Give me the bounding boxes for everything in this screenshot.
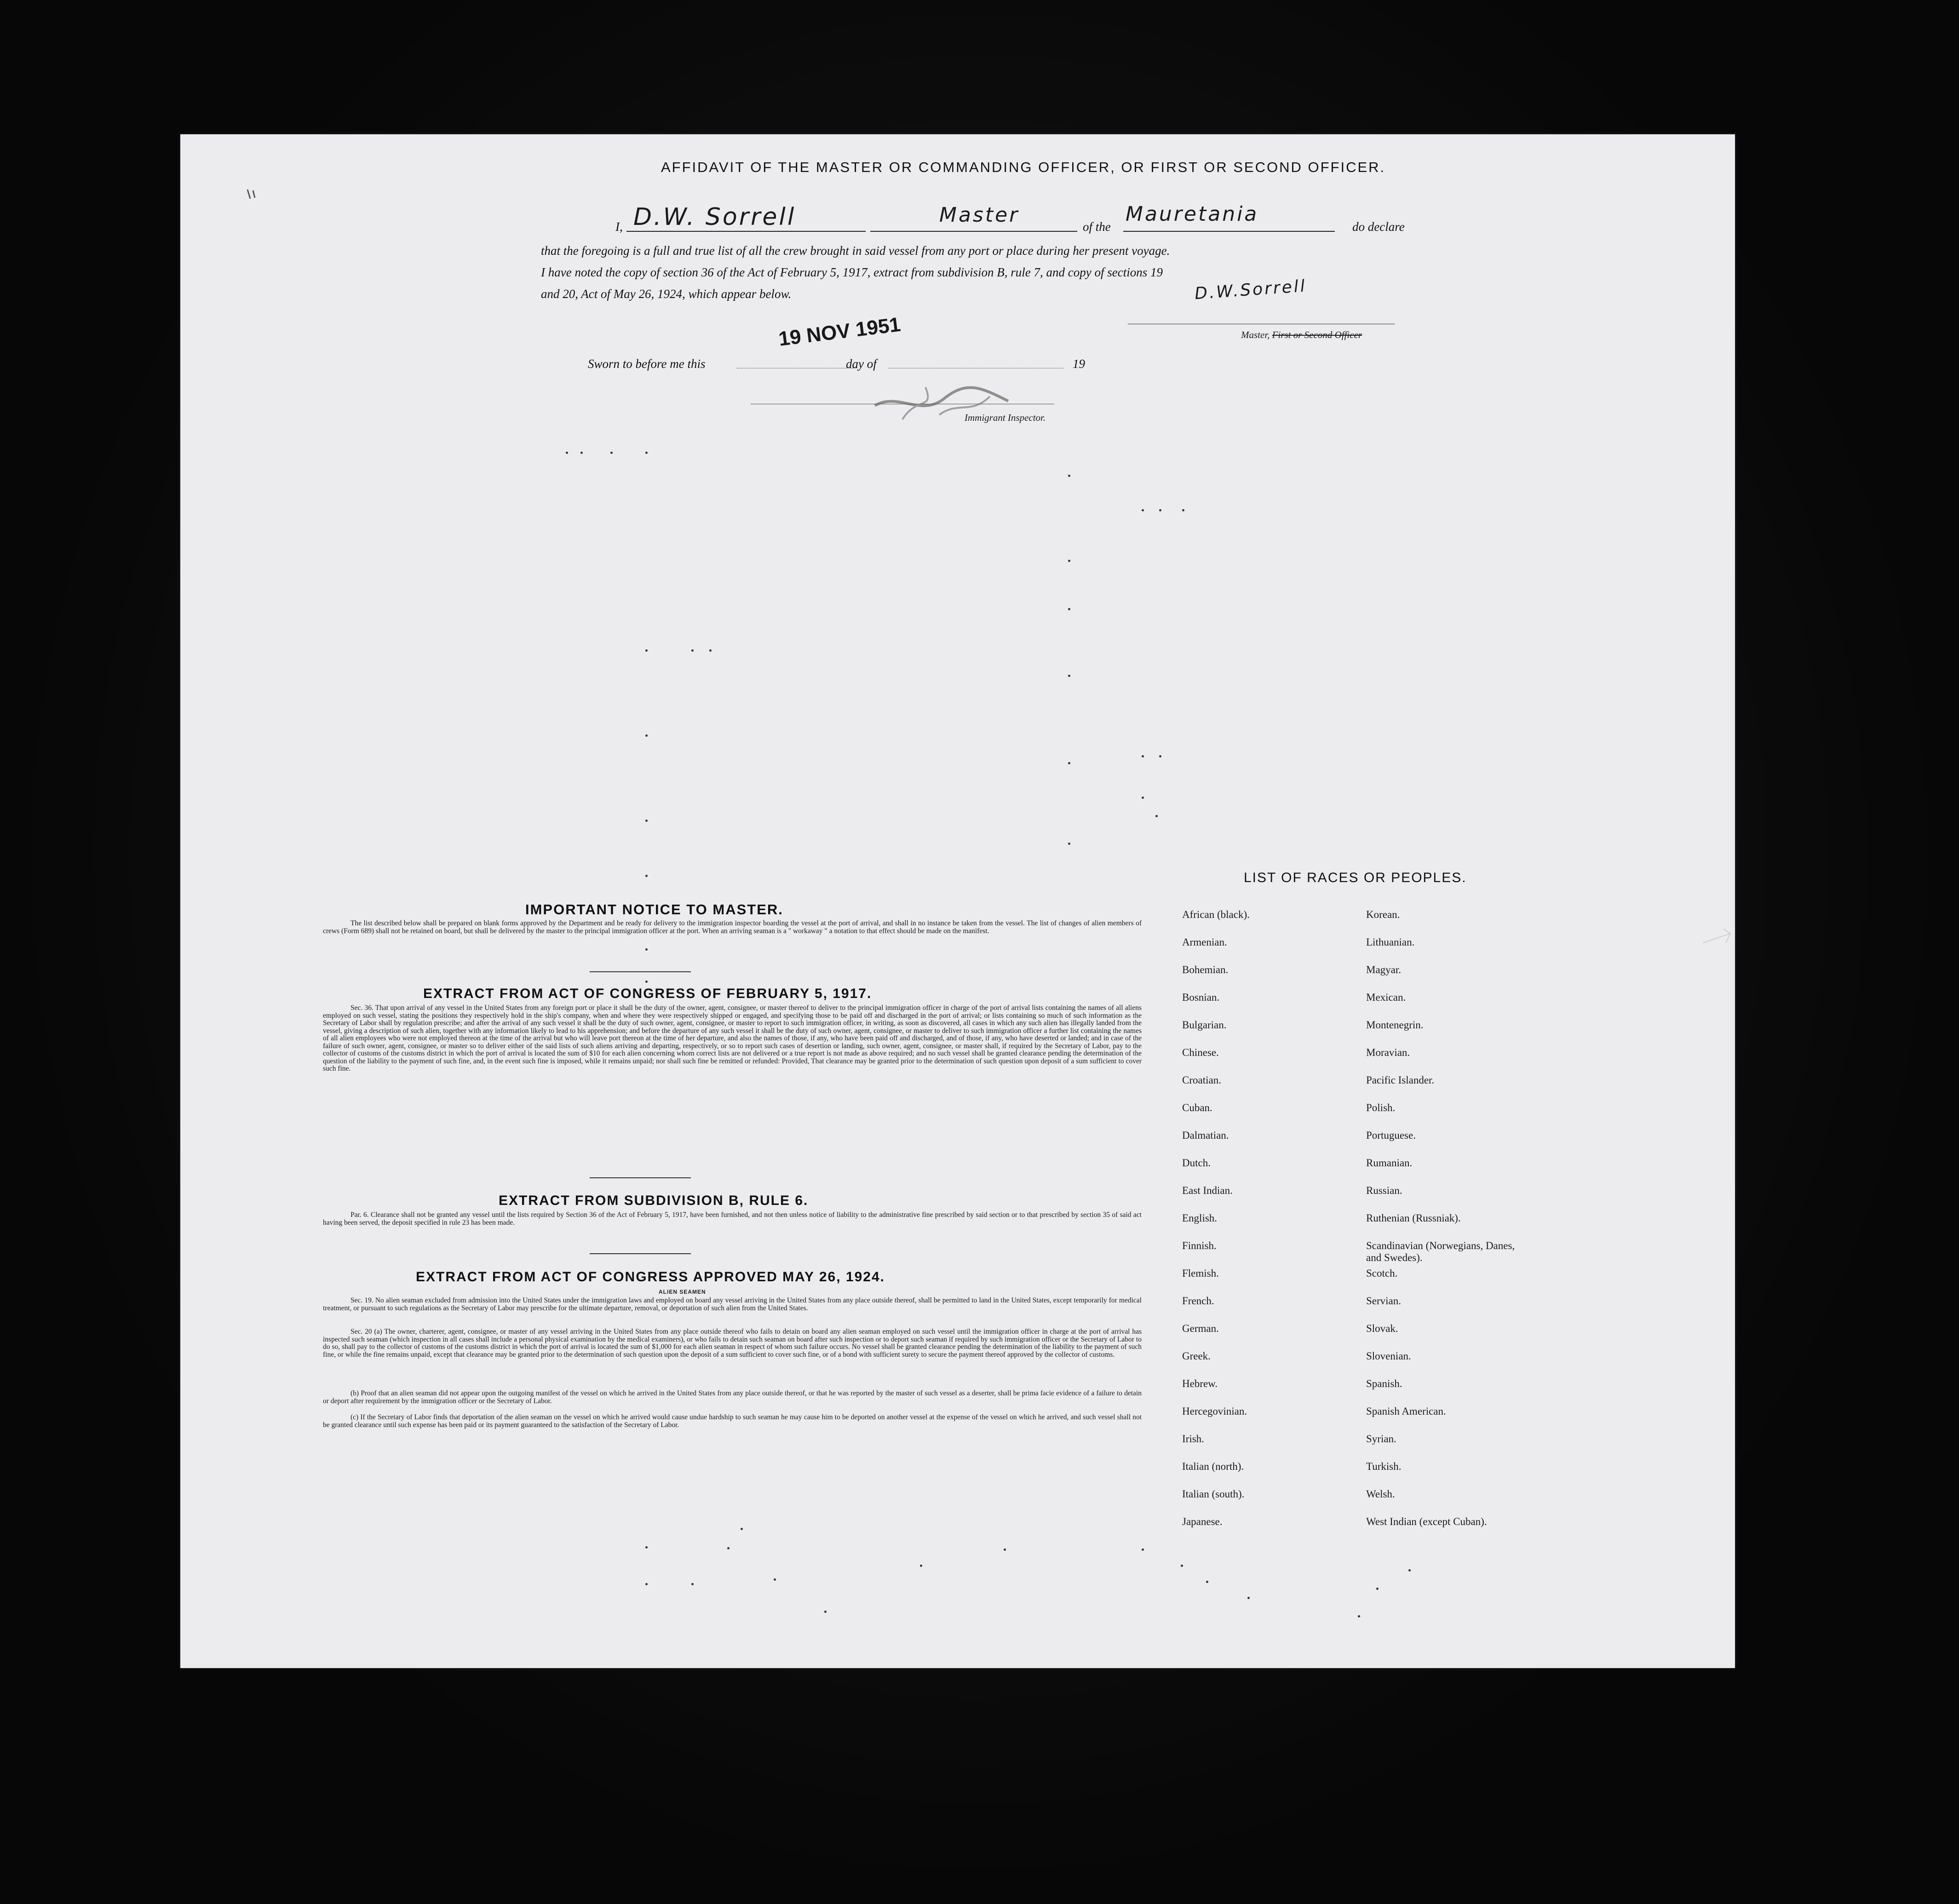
race-item: Korean.: [1366, 909, 1400, 920]
race-item: Rumanian.: [1366, 1157, 1413, 1169]
notice-body: The list described below shall be prepared on blank forms approved by the Department and be ready for delivery to the immigration inspector boarding the vessel at the port of arrival, and shall in no instance be taken from the vessel. The list of changes of alien members of crews (Form 689) shall not be retained on board, but shall be delivered by the master to the principal immigration officer at the port. When an arriving seaman is a " workaway " a notation to that effect should be made on the manifest.: [323, 919, 1142, 935]
speck: [1155, 815, 1158, 817]
declaration-line-3: I have noted the copy of section 36 of the Act of February 5, 1917, extract from subdivision B, rule 7, and copy of sections 19: [541, 265, 1163, 279]
race-item: Slovenian.: [1366, 1350, 1411, 1362]
master-signature: D.W.Sorrell: [1194, 276, 1308, 304]
speck: [1182, 509, 1184, 511]
name-blank-line: [626, 231, 866, 232]
speck: [1358, 1615, 1360, 1617]
speck: [1004, 1548, 1006, 1551]
race-item: Armenian.: [1182, 936, 1227, 948]
race-item: Italian (south).: [1182, 1488, 1245, 1500]
speck: [645, 981, 648, 983]
race-item: East Indian.: [1182, 1185, 1233, 1196]
race-item: Portuguese.: [1366, 1130, 1416, 1141]
race-item: German.: [1182, 1323, 1219, 1334]
race-item: Pacific Islander.: [1366, 1074, 1435, 1086]
race-item: Irish.: [1182, 1433, 1204, 1445]
speck: [1142, 755, 1144, 757]
race-item: Flemish.: [1182, 1267, 1219, 1279]
section-divider: [590, 1177, 691, 1178]
sec20a-body: Sec. 20 (a) The owner, charterer, agent, consignee, or master of any vessel arriving in the United States from any place outside thereof who fails to detain on board any alien seaman employed on such vessel until the immigration officer in charge at the port of arrival has inspected such seaman (which inspection in all cases shall include a personal physical examination by the medical examiners), or who fails to detain such seaman on board after such inspection or to deport such seaman if required by such immigration officer or the Secretary of Labor to do so, shall pay to the collector of customs of the customs district in which the port of arrival is located the sum of $1,000 for each alien seaman in respect of whom such failure occurs. No vessel shall be granted clearance pending the determination of the liability to the payment of such fine, or while the fine remains unpaid, except that clearance may be granted prior to the determination of such question upon the deposit of a sum sufficient to cover such fine, or of a bond with sufficient surety to secure the payment thereof approved by the collector of customs.: [323, 1328, 1142, 1359]
speck: [566, 452, 568, 454]
race-item: Spanish.: [1366, 1378, 1402, 1389]
alien-seamen-caption: ALIEN SEAMEN: [659, 1289, 706, 1295]
speck: [1068, 560, 1070, 562]
speck: [610, 452, 613, 454]
race-item: Montenegrin.: [1366, 1019, 1424, 1031]
race-item: Moravian.: [1366, 1047, 1410, 1058]
speck: [1206, 1581, 1208, 1583]
race-item: Italian (north).: [1182, 1461, 1244, 1472]
notice-title: IMPORTANT NOTICE TO MASTER.: [525, 901, 783, 918]
race-item: French.: [1182, 1295, 1214, 1307]
extract-1917-body: Sec. 36. That upon arrival of any vessel in the United States from any foreign port or place it shall be the duty of the owner, agent, consignee, or master thereof to deliver to the principal immigration officer in charge of the port of arrival lists containing the names of all aliens employed on such vessel, stating the positions they respectively hold in the ship's company, when and where they were respectively shipped or engaged, and specifying those to be paid off and discharged in the port of arrival; or lists containing so much of such information as the Secretary of Labor shall by regulation prescribe; and after the arrival of any such vessel it shall be the duty of such owner, agent, consignee, or master to report to such immigration officer, in writing, as soon as discovered, all cases in which any such alien has illegally landed from the vessel, giving a description of such alien, together with any information likely to lead to his apprehension; and before the departure of any such vessel it shall be the duty of such owner, agent, consignee, or master to deliver to such immigration officer a further list containing the names of all alien employees who were not employed thereon at the time of the arrival but who will leave port thereon at the time of her departure, and also the names of those, if any, who have been paid off and discharged, and of those, if any, who have deserted or landed; and in case of the failure of such owner, agent, consignee, or master so to deliver either of the said lists of such aliens arriving and departing, respectively, or so to report such cases of desertion or landing, such owner, agent, consignee, or master shall, if required by the Secretary of Labor, pay to the collector of customs of the customs district in which the port of arrival is located the sum of $10 for each alien concerning whom correct lists are not delivered or a true report is not made as above required; and no such vessel shall be granted clearance pending the determination of the question of the liability to the payment of such fine, and, in the event such fine is imposed, while it remains unpaid; nor shall such fine be remitted or refunded: Provided, That clearance may be granted prior to the determination of such question upon deposit of a sum sufficient to cover such fine.: [323, 1004, 1142, 1072]
speck: [645, 820, 648, 822]
speck: [1068, 843, 1070, 845]
date-stamp: 19 NOV 1951: [777, 313, 902, 351]
speck: [645, 734, 648, 737]
speck: [824, 1611, 827, 1613]
extract-1917-title: EXTRACT FROM ACT OF CONGRESS OF FEBRUARY 5, 1917.: [423, 986, 872, 1001]
rank-blank-line: [870, 231, 1077, 232]
margin-mark-icon: [1703, 924, 1740, 952]
race-item: Russian.: [1366, 1185, 1402, 1196]
speck: [1181, 1565, 1183, 1567]
extract-1924-title: EXTRACT FROM ACT OF CONGRESS APPROVED MAY 26, 1924.: [416, 1269, 885, 1285]
sworn-day-of: day of: [846, 357, 877, 371]
speck: [774, 1578, 776, 1581]
master-caption: [1241, 329, 1362, 341]
race-item: Finnish.: [1182, 1240, 1217, 1251]
handwritten-name: D.W. Sorrell: [633, 203, 796, 231]
race-item: Mexican.: [1366, 992, 1406, 1003]
race-item: Hercegovinian.: [1182, 1405, 1247, 1417]
speck: [1408, 1569, 1411, 1571]
speck: [1068, 608, 1070, 610]
speck: [1068, 475, 1070, 477]
race-item: Servian.: [1366, 1295, 1402, 1307]
of-the-text: of the: [1083, 220, 1111, 234]
race-item: Scandinavian (Norwegians, Danes, and Swedes).: [1366, 1240, 1515, 1263]
sec20b-body: (b) Proof that an alien seaman did not appear upon the outgoing manifest of the vessel on which he arrived in the United States from any place outside thereof, or that he was reported by the master of such vessel as a deserter, shall be prima facie evidence of a failure to detain or deport after requirement by the immigration officer or the Secretary of Labor.: [323, 1389, 1142, 1405]
race-item: Japanese.: [1182, 1516, 1223, 1527]
declaration-prefix: I,: [615, 220, 623, 234]
race-item: Dutch.: [1182, 1157, 1211, 1169]
section-divider: [590, 1253, 691, 1254]
race-item: Bulgarian.: [1182, 1019, 1227, 1031]
speck: [1159, 755, 1161, 757]
speck: [727, 1547, 730, 1549]
speck: [645, 649, 648, 652]
sworn-prefix: Sworn to before me this: [588, 357, 706, 371]
speck: [645, 452, 648, 454]
sec19-body: Sec. 19. No alien seaman excluded from admission into the United States under the immigration laws and employed on board any vessel arriving in the United States from any place outside thereof, shall be permitted to land in the United States, except temporarily for medical treatment, or pursuant to such regulations as the Secretary of Labor may prescribe for the ultimate departure, removal, or deportation of such alien from the United States.: [323, 1296, 1142, 1312]
race-item: Syrian.: [1366, 1433, 1396, 1445]
speck: [1142, 797, 1144, 799]
race-item: Croatian.: [1182, 1074, 1221, 1086]
speck: [1142, 509, 1144, 511]
declare-text: do declare: [1352, 220, 1405, 234]
races-title: LIST OF RACES OR PEOPLES.: [1244, 870, 1467, 885]
speck: [645, 1583, 648, 1585]
race-item: Lithuanian.: [1366, 936, 1415, 948]
races-left-column: [1182, 909, 1250, 1543]
speck: [645, 948, 648, 951]
affidavit-title: AFFIDAVIT OF THE MASTER OR COMMANDING OFFICER, OR FIRST OR SECOND OFFICER.: [661, 159, 1386, 175]
race-item: Slovak.: [1366, 1323, 1398, 1334]
speck: [691, 649, 694, 652]
race-item: English.: [1182, 1212, 1218, 1224]
races-right-column: [1366, 909, 1518, 1543]
speck: [709, 649, 712, 652]
speck: [1142, 1548, 1144, 1551]
speck: [1376, 1588, 1379, 1590]
vessel-blank-line: [1123, 231, 1335, 232]
rule6-title: EXTRACT FROM SUBDIVISION B, RULE 6.: [499, 1193, 809, 1208]
speck: [1159, 509, 1161, 511]
sec20c-body: (c) If the Secretary of Labor finds that deportation of the alien seaman on the vessel on which he arrived would cause undue hardship to such seaman he may cause him to be deported on another vessel at the expense of the vessel on which he arrived, and such vessel shall not be granted clearance until such expense has been paid or its payment guaranteed to the satisfaction of the Secretary of Labor.: [323, 1413, 1142, 1429]
race-item: Spanish American.: [1366, 1405, 1446, 1417]
speck: [645, 875, 648, 877]
sworn-year: 19: [1073, 357, 1085, 371]
race-item: African (black).: [1182, 909, 1250, 920]
speck: [645, 1546, 648, 1548]
race-item: Welsh.: [1366, 1488, 1395, 1500]
race-item: Polish.: [1366, 1102, 1396, 1113]
speck: [1068, 762, 1070, 764]
race-item: Bosnian.: [1182, 992, 1220, 1003]
race-item: Chinese.: [1182, 1047, 1219, 1058]
speck: [741, 1528, 743, 1530]
race-item: Scotch.: [1366, 1267, 1398, 1279]
section-divider: [590, 971, 691, 972]
race-item: Magyar.: [1366, 964, 1402, 975]
master-caption-text: Master,: [1241, 329, 1270, 340]
race-item: Cuban.: [1182, 1102, 1212, 1113]
handwritten-rank: Master: [939, 203, 1020, 227]
race-item: Ruthenian (Russniak).: [1366, 1212, 1461, 1224]
handwritten-vessel: Mauretania: [1126, 202, 1259, 226]
race-item: Turkish.: [1366, 1461, 1402, 1472]
struck-officer-caption: First or Second Officer: [1272, 329, 1362, 340]
race-item: Dalmatian.: [1182, 1130, 1229, 1141]
inspector-caption: Immigrant Inspector.: [965, 412, 1046, 423]
speck: [920, 1565, 922, 1567]
declaration-line-2: that the foregoing is a full and true list of all the crew brought in said vessel from any port or place during her present voyage.: [541, 244, 1170, 258]
speck: [1068, 675, 1070, 677]
declaration-line-4: and 20, Act of May 26, 1924, which appear below.: [541, 287, 792, 301]
speck: [691, 1583, 694, 1585]
race-item: Greek.: [1182, 1350, 1211, 1362]
race-item: West Indian (except Cuban).: [1366, 1516, 1487, 1527]
speck: [580, 452, 583, 454]
margin-mark-icon: [244, 185, 262, 203]
document-page: [180, 134, 1735, 1668]
speck: [1247, 1597, 1250, 1599]
race-item: Bohemian.: [1182, 964, 1229, 975]
race-item: Hebrew.: [1182, 1378, 1218, 1389]
rule6-body: Par. 6. Clearance shall not be granted any vessel until the lists required by Section 36 of the Act of February 5, 1917, have been furnished, and not then unless notice of liability to the administrative fine prescribed by said section or to that prescribed by section 35 of said act having been served, the deposit specified in rule 23 has been made.: [323, 1211, 1142, 1227]
